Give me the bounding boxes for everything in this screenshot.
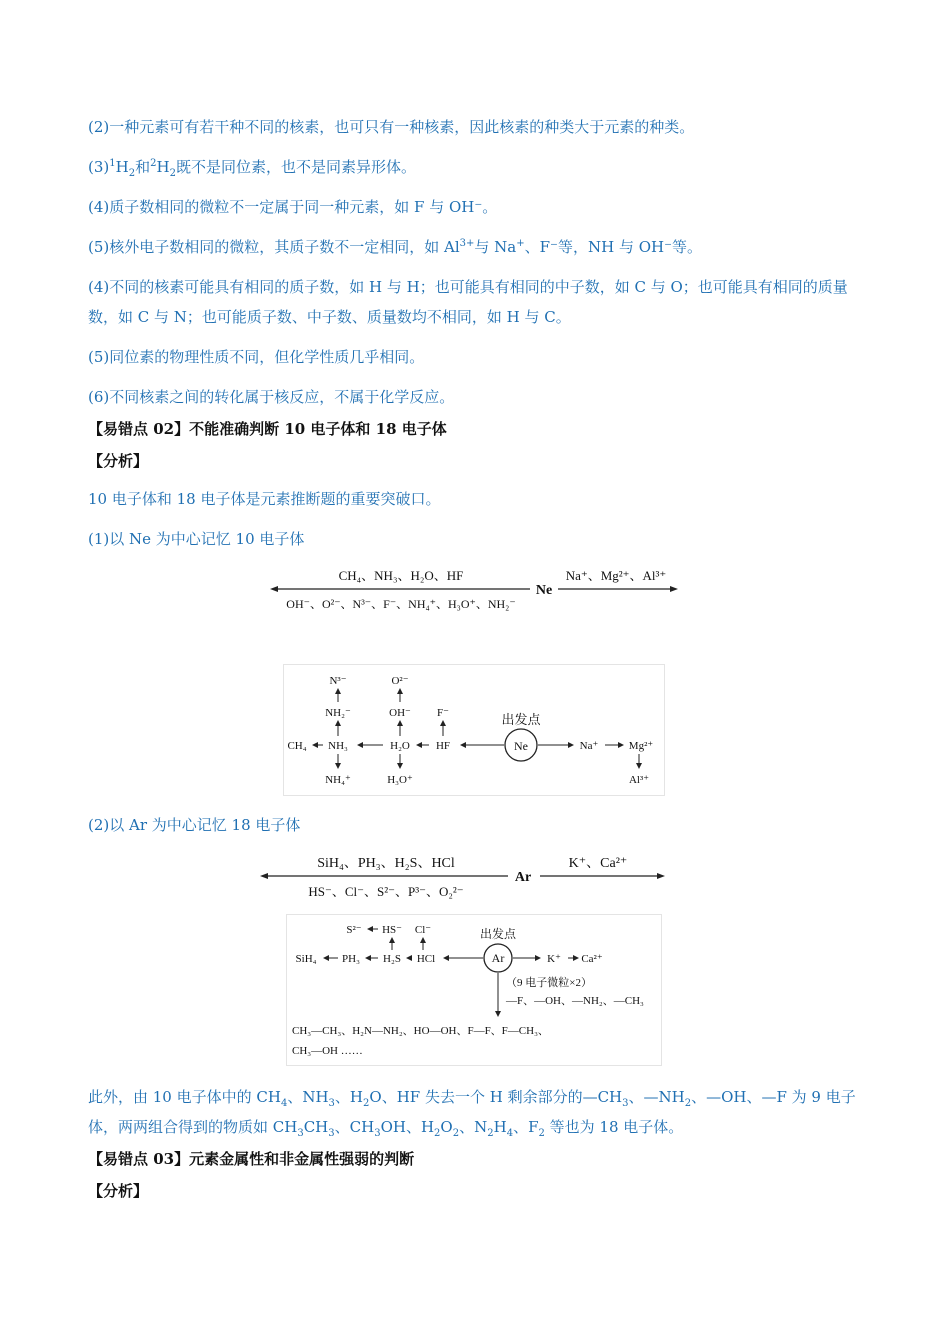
ar-tree-combo-1: CH₃—CH₃、H₂N—NH₂、HO—OH、F—F、F—CH₃、 <box>292 1025 549 1037</box>
summary-text: 等也为 18 电子体。 <box>544 1118 684 1136</box>
note-text: H <box>115 158 129 176</box>
note-same-electrons <box>88 232 863 262</box>
ne-tree-oh: OH⁻ <box>389 707 411 719</box>
ar-tree-h2s: H₂S <box>383 953 401 965</box>
note-text: H <box>156 158 170 176</box>
ar-tree-ca: Ca²⁺ <box>581 953 603 965</box>
ar-tree-frame <box>287 915 662 1066</box>
ar-tree-nine-note: （9 电子微粒×2） <box>506 977 592 989</box>
note-sup: 1 <box>109 158 116 169</box>
summary-text: 、—OH、—F 为 9 电子体，两两组合得到的物质如 CH <box>88 1088 856 1136</box>
summary-subscript: 3 <box>297 1128 304 1139</box>
ne-tree-n3: N³⁻ <box>329 675 347 687</box>
note-text: (3) <box>88 158 110 176</box>
summary-text: CH <box>303 1118 329 1136</box>
summary-text: 、H <box>334 1088 364 1106</box>
ar-bottom-left-text: HS⁻、Cl⁻、S²⁻、P³⁻、O₂²⁻ <box>308 884 464 899</box>
ne-tree-nh2: NH₂⁻ <box>325 707 351 719</box>
ne-tree-diagram <box>283 664 665 796</box>
summary-subscript: 4 <box>280 1098 288 1109</box>
summary-text: O <box>440 1118 453 1136</box>
ar-center-text: Ar <box>514 870 532 885</box>
note-h2-isotopes <box>88 152 863 182</box>
summary-subscript: 2 <box>434 1128 441 1139</box>
ne-bottom-left-text: OH⁻、O²⁻、N³⁻、F⁻、NH₄⁺、H₃O⁺、NH₂⁻ <box>286 597 516 611</box>
note-sup: 2 <box>150 158 157 169</box>
ne-tree-start-label: 出发点 <box>501 712 541 727</box>
note-sub: 2 <box>128 168 136 179</box>
ar-right-arrow-head <box>657 873 665 879</box>
summary-subscript: 3 <box>328 1128 335 1139</box>
ne-right-arrow-head <box>670 586 678 592</box>
ne-tree-center: Ne <box>514 739 528 753</box>
summary-text: 、F <box>513 1118 539 1136</box>
ne-title: (1)以 Ne 为中心记忆 10 电子体 <box>88 530 305 548</box>
section-03-heading: 【易错点 03】元素金属性和非金属性强弱的判断 <box>88 1150 415 1168</box>
note-sub: 2 <box>169 168 176 179</box>
note-text: 、F⁻等，NH 与 OH⁻等。 <box>524 238 703 256</box>
summary-subscript: 2 <box>684 1098 692 1109</box>
summary-subscript: 2 <box>487 1128 494 1139</box>
ne-tree-o2: O²⁻ <box>391 675 409 687</box>
ar-tree-diagram <box>286 914 662 1066</box>
ne-tree-nh3: NH₃ <box>328 740 348 752</box>
note-different-nuclides: (4)不同的核素可能具有相同的质子数，如 H 与 H；也可能具有相同的中子数，如 C 与 O；也可能具有相同的质量数，如 C 与 N；也可能质子数、中子数、质量数均不相同，如 H 与 C。 <box>88 278 848 326</box>
summary-subscript: 3 <box>328 1098 335 1109</box>
summary-text: O、HF 失去一个 H 剩余部分的—CH <box>369 1088 623 1106</box>
ar-title: (2)以 Ar 为中心记忆 18 电子体 <box>88 816 301 834</box>
ar-left-arrow-head <box>260 873 268 879</box>
ar-tree-cl: Cl⁻ <box>414 924 432 936</box>
ar-tree-s2: S²⁻ <box>346 924 362 936</box>
ar-tree-hs: HS⁻ <box>382 924 402 936</box>
summary-text: 、NH <box>287 1088 329 1106</box>
ar-tree-hcl: HCl <box>416 953 436 965</box>
section-03-analysis: 【分析】 <box>88 1182 149 1200</box>
summary-subscript: 3 <box>374 1128 381 1139</box>
summary-text: 此外，由 10 电子体中的 CH <box>88 1088 281 1106</box>
ar-tree-combo-2: CH₃—OH …… <box>292 1045 363 1057</box>
ne-top-left-text: CH₄、NH₃、H₂O、HF <box>338 568 464 583</box>
section-02-intro: 10 电子体和 18 电子体是元素推断题的重要突破口。 <box>88 490 441 508</box>
note-text: 与 Na <box>474 238 517 256</box>
summary-text: 、N <box>459 1118 488 1136</box>
ne-center-text: Ne <box>535 583 553 598</box>
ne-tree-h3o: H₃O⁺ <box>387 774 413 786</box>
section-02-heading: 【易错点 02】不能准确判断 10 电子体和 18 电子体 <box>88 420 447 438</box>
summary-subscript: 2 <box>452 1128 460 1139</box>
ar-tree-sih4: SiH₄ <box>295 953 317 965</box>
summary-text: 、CH <box>334 1118 375 1136</box>
ar-top-left-text: SiH₄、PH₃、H₂S、HCl <box>317 856 455 871</box>
summary-subscript: 2 <box>538 1128 545 1139</box>
ar-tree-nine-groups: —F、—OH、—NH₂、—CH₃ <box>506 995 644 1007</box>
ne-tree-h2o: H₂O <box>390 740 410 752</box>
ne-left-arrow-head <box>270 586 278 592</box>
note-isotope-properties: (5)同位素的物理性质不同，但化学性质几乎相同。 <box>88 348 425 366</box>
ar-tree-ph3: PH₃ <box>342 953 360 965</box>
ar-right-text: K⁺、Ca²⁺ <box>568 856 628 871</box>
ne-arrow-diagram <box>268 562 683 618</box>
ar-tree-center: Ar <box>491 951 505 965</box>
ne-tree-na: Na⁺ <box>579 740 599 752</box>
summary-subscript: 3 <box>622 1098 629 1109</box>
ar-arrow-diagram <box>258 848 670 906</box>
ne-right-text: Na⁺、Mg²⁺、Al³⁺ <box>565 568 667 583</box>
summary-text: H <box>493 1118 507 1136</box>
ar-tree-k: K⁺ <box>547 953 561 965</box>
summary-text: 、—NH <box>628 1088 685 1106</box>
ne-tree-f: F⁻ <box>437 707 449 719</box>
note-text: (5)核外电子数相同的微粒，其质子数不一定相同，如 Al <box>88 238 460 256</box>
summary-text: OH、H <box>380 1118 435 1136</box>
summary-subscript: 2 <box>363 1098 370 1109</box>
note-nuclear-reaction: (6)不同核素之间的转化属于核反应，不属于化学反应。 <box>88 388 455 406</box>
note-same-protons: (4)质子数相同的微粒不一定属于同一种元素，如 F 与 OH⁻。 <box>88 198 498 216</box>
ne-tree-mg: Mg²⁺ <box>628 740 654 752</box>
ar-tree-start-label: 出发点 <box>479 927 517 941</box>
ne-tree-nh4: NH₄⁺ <box>325 774 351 786</box>
note-sup: 3+ <box>459 238 475 249</box>
ne-tree-hf: HF <box>435 740 451 752</box>
summary-subscript: 4 <box>506 1128 514 1139</box>
ne-tree-al: Al³⁺ <box>628 774 650 786</box>
section-02-summary <box>88 1082 863 1142</box>
note-sup: + <box>516 238 525 249</box>
note-text: 既不是同位素，也不是同素异形体。 <box>175 158 416 176</box>
section-02-analysis: 【分析】 <box>88 452 149 470</box>
ne-tree-ch4: CH₄ <box>287 740 307 752</box>
note-nuclide-types: (2)一种元素可有若干种不同的核素，也可只有一种核素，因此核素的种类大于元素的种类。 <box>88 118 695 136</box>
note-text: 和 <box>135 158 151 176</box>
